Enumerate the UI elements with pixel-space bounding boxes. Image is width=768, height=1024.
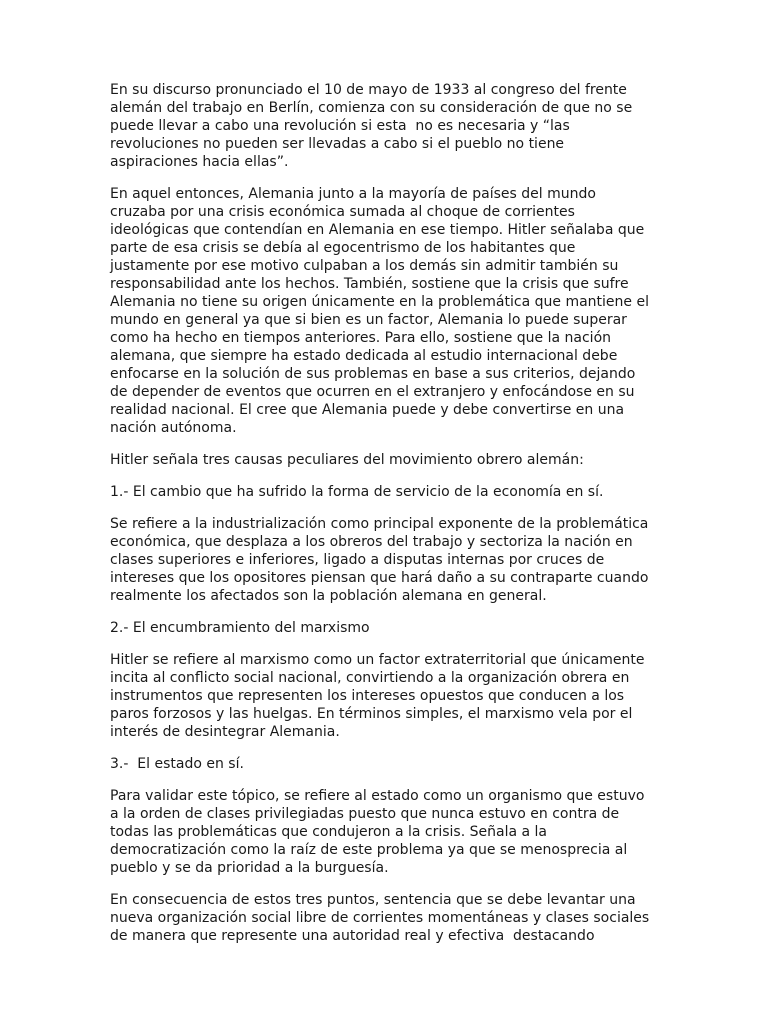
text-line: paros forzosos y las huelgas. En términos simples, el marxismo vela por el [110, 706, 633, 722]
text-line: clases superiores e inferiores, ligado a disputas internas por cruces de [110, 552, 605, 568]
text-line: 2.- El encumbramiento del marxismo [110, 620, 370, 636]
text-line: instrumentos que representen los intereses opuestos que conducen a los [110, 688, 625, 704]
paragraph [110, 651, 670, 741]
text-line: de depender de eventos que ocurren en el extranjero y enfocándose en su [110, 384, 635, 400]
text-line: alemana, que siempre ha estado dedicada al estudio internacional debe [110, 348, 618, 364]
text-line: realidad nacional. El cree que Alemania puede y debe convertirse en una [110, 402, 625, 418]
paragraph [110, 515, 670, 605]
text-line: responsabilidad ante los hechos. También, sostiene que la crisis que sufre [110, 276, 629, 292]
paragraph [110, 787, 670, 877]
text-line: intereses que los opositores piensan que hará daño a su contraparte cuando [110, 570, 649, 586]
text-line: mundo en general ya que si bien es un factor, Alemania lo puede superar [110, 312, 627, 328]
text-line: parte de esa crisis se debía al egocentrismo de los habitantes que [110, 240, 576, 256]
paragraph [110, 451, 670, 469]
text-line: de manera que represente una autoridad real y efectiva destacando [110, 928, 595, 944]
text-line: puede llevar a cabo una revolución si esta no es necesaria y “las [110, 118, 570, 134]
paragraph [110, 81, 670, 171]
text-line: democratización como la raíz de este problema ya que se menosprecia al [110, 842, 628, 858]
text-line: incita al conflicto social nacional, convirtiendo a la organización obrera en [110, 670, 630, 686]
text-line: cruzaba por una crisis económica sumada al choque de corrientes [110, 204, 575, 220]
text-line: todas las problemáticas que condujeron a la crisis. Señala a la [110, 824, 547, 840]
text-line: económica, que desplaza a los obreros del trabajo y sectoriza la nación en [110, 534, 633, 550]
text-line: nueva organización social libre de corrientes momentáneas y clases sociales [110, 910, 650, 926]
text-line: 1.- El cambio que ha sufrido la forma de servicio de la economía en sí. [110, 484, 604, 500]
text-line: En aquel entonces, Alemania junto a la mayoría de países del mundo [110, 186, 596, 202]
text-line: alemán del trabajo en Berlín, comienza con su consideración de que no se [110, 100, 633, 116]
text-line: enfocarse en la solución de sus problemas en base a sus criterios, dejando [110, 366, 636, 382]
text-line: En su discurso pronunciado el 10 de mayo de 1933 al congreso del frente [110, 82, 627, 98]
document-body [110, 81, 670, 959]
text-line: Hitler señala tres causas peculiares del movimiento obrero alemán: [110, 452, 584, 468]
text-line: ideológicas que contendían en Alemania en ese tiempo. Hitler señalaba que [110, 222, 645, 238]
text-line: Para validar este tópico, se refiere al estado como un organismo que estuvo [110, 788, 645, 804]
text-line: revoluciones no pueden ser llevadas a cabo si el pueblo no tiene [110, 136, 565, 152]
text-line: justamente por ese motivo culpaban a los demás sin admitir también su [110, 258, 619, 274]
text-line: como ha hecho en tiempos anteriores. Para ello, sostiene que la nación [110, 330, 612, 346]
text-line: pueblo y se da prioridad a la burguesía. [110, 860, 389, 876]
paragraph [110, 755, 670, 773]
paragraph [110, 483, 670, 501]
paragraph [110, 619, 670, 637]
text-line: interés de desintegrar Alemania. [110, 724, 340, 740]
text-line: a la orden de clases privilegiadas puesto que nunca estuvo en contra de [110, 806, 620, 822]
text-line: realmente los afectados son la población alemana en general. [110, 588, 547, 604]
text-line: Alemania no tiene su origen únicamente en la problemática que mantiene el [110, 294, 649, 310]
text-line: aspiraciones hacia ellas”. [110, 154, 289, 170]
text-line: nación autónoma. [110, 420, 237, 436]
paragraph [110, 185, 670, 437]
text-line: 3.- El estado en sí. [110, 756, 244, 772]
paragraph [110, 891, 670, 945]
text-line: Hitler se refiere al marxismo como un factor extraterritorial que únicamente [110, 652, 645, 668]
text-line: En consecuencia de estos tres puntos, sentencia que se debe levantar una [110, 892, 636, 908]
text-line: Se refiere a la industrialización como principal exponente de la problemática [110, 516, 649, 532]
